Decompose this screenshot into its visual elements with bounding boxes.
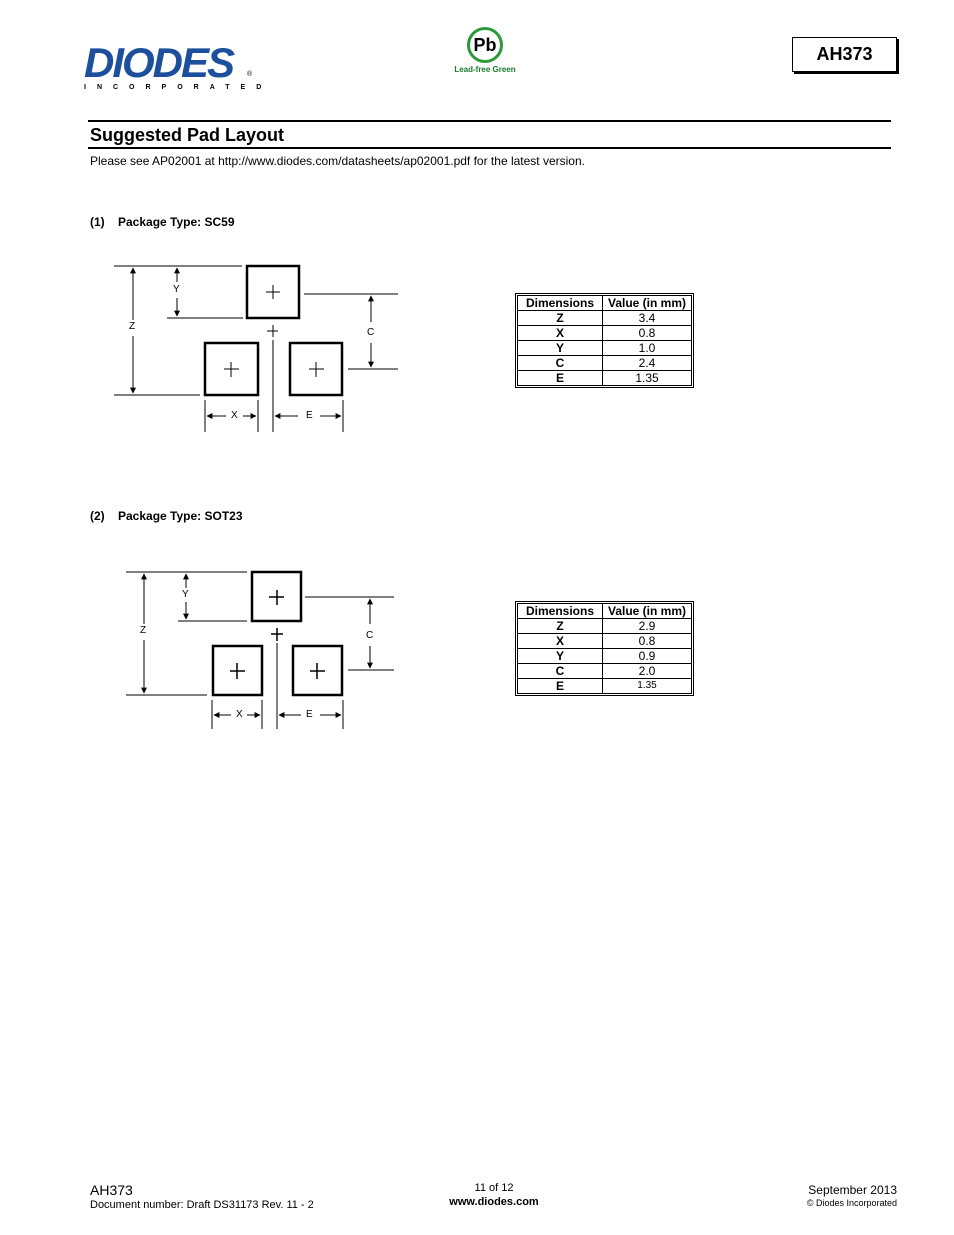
dimension-key: X [518, 634, 603, 649]
logo-text: DIODES [84, 39, 234, 86]
table-row [518, 634, 692, 649]
footer-date: September 2013 [808, 1183, 897, 1197]
section-title: Suggested Pad Layout [90, 125, 285, 145]
footer-page-number: 11 of 12 [474, 1182, 514, 1194]
dimension-key: E [518, 679, 603, 694]
dim-label-c: C [367, 327, 375, 338]
package-heading: (2) Package Type: SOT23 [90, 509, 243, 523]
table-header: Value (in mm) [603, 296, 692, 311]
dimension-value: 2.0 [603, 664, 692, 679]
dimension-value: 2.4 [603, 356, 692, 371]
dim-label-y: Y [173, 284, 180, 295]
dimension-value: 1.35 [603, 679, 692, 694]
dimension-key: X [518, 326, 603, 341]
footer-copyright: © Diodes Incorporated [806, 1198, 897, 1208]
logo-subtitle: INCORPORATED [84, 84, 273, 91]
lead-free-caption: Lead-free Green [454, 65, 516, 74]
package-heading: (1) Package Type: SC59 [90, 215, 235, 229]
dimensions-table [517, 603, 692, 694]
dim-label-e: E [306, 709, 313, 720]
table-row [518, 664, 692, 679]
footer-website-link[interactable]: www.diodes.com [449, 1196, 539, 1208]
dimension-value: 1.0 [603, 341, 692, 356]
dim-label-z: Z [129, 321, 136, 332]
part-number: AH373 [816, 44, 873, 64]
dimension-key: Y [518, 649, 603, 664]
logo-registered-mark: ® [247, 71, 253, 78]
dimension-key: C [518, 664, 603, 679]
table-row [518, 619, 692, 634]
table-header-row [518, 604, 692, 619]
table-header: Dimensions [518, 296, 603, 311]
dimension-key: E [518, 371, 603, 386]
table-row [518, 649, 692, 664]
dimension-value: 0.8 [603, 634, 692, 649]
pb-symbol: Pb [473, 34, 497, 55]
table-row [518, 679, 692, 694]
footer-part-number: AH373 [90, 1182, 133, 1198]
dim-label-c: C [366, 630, 374, 641]
dim-label-y: Y [182, 589, 189, 600]
dimension-value: 2.9 [603, 619, 692, 634]
footer-doc-number: Document number: Draft DS31173 Rev. 11 - 2 [90, 1199, 314, 1211]
dim-label-z: Z [140, 625, 147, 636]
table-header: Dimensions [518, 604, 603, 619]
dimension-key: Z [518, 619, 603, 634]
dim-label-x: X [236, 709, 243, 720]
dimension-value: 3.4 [603, 311, 692, 326]
dimension-value: 1.35 [603, 371, 692, 386]
section-note: Please see AP02001 at http://www.diodes.com/datasheets/ap02001.pdf for the latest version. [90, 154, 585, 168]
dimension-key: Y [518, 341, 603, 356]
dimension-value: 0.9 [603, 649, 692, 664]
dimension-key: C [518, 356, 603, 371]
dim-label-e: E [306, 410, 313, 421]
dimension-value: 0.8 [603, 326, 692, 341]
dim-label-x: X [231, 410, 238, 421]
table-header: Value (in mm) [603, 604, 692, 619]
dimension-key: Z [518, 311, 603, 326]
